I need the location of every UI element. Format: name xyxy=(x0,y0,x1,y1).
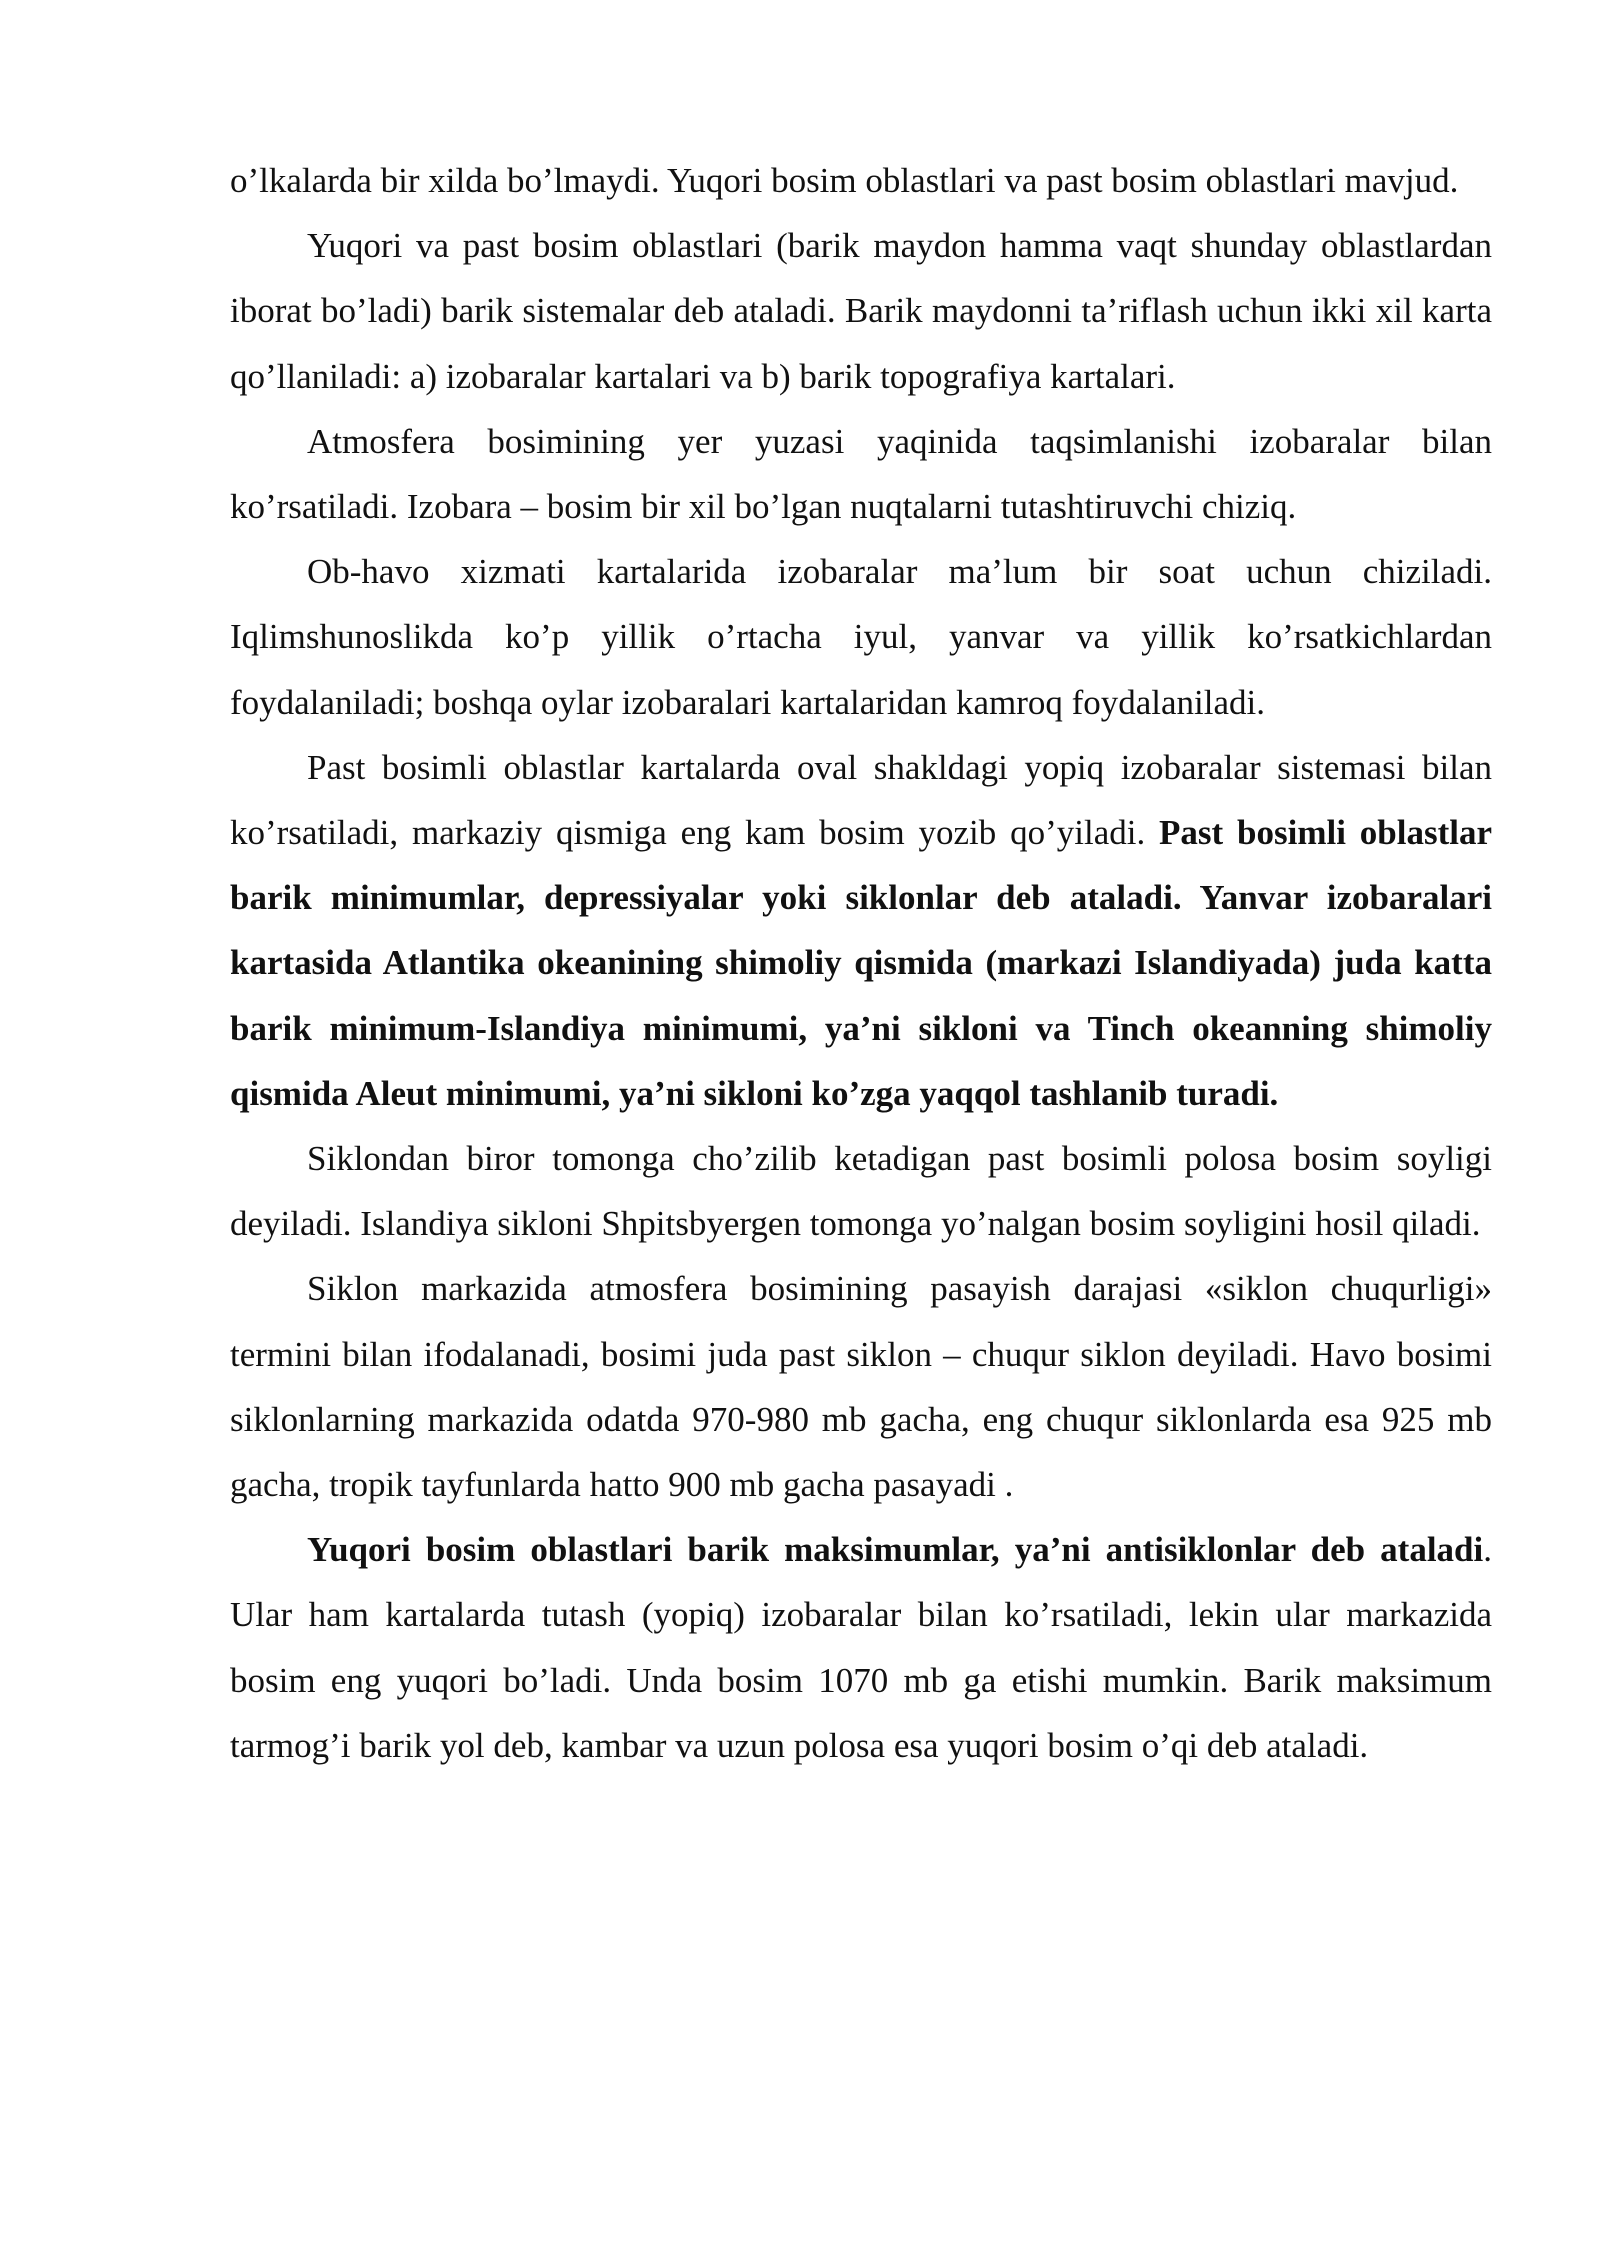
document-page xyxy=(230,148,1492,1778)
paragraph-4-text: Ob-havo xizmati kartalarida izobaralar ma’lum bir soat uchun chiziladi. Iqlimshunoslikda ko’p yillik o’rtacha iyul, yanvar va yillik ko’rsatkichlardan foydalaniladi; boshqa oylar izobaralari kartalaridan kamroq foydalaniladi. xyxy=(230,552,1492,722)
paragraph-8-bold-text: Yuqori bosim oblastlari barik maksimumlar, ya’ni antisiklonlar deb ataladi xyxy=(307,1530,1484,1570)
paragraph-5 xyxy=(230,735,1492,1126)
paragraph-7 xyxy=(230,1256,1492,1517)
paragraph-6-text: Siklondan biror tomonga cho’zilib ketadigan past bosimli polosa bosim soyligi deyiladi. Islandiya sikloni Shpitsbyergen tomonga yo’nalgan bosim soyligini hosil qiladi. xyxy=(230,1139,1492,1244)
paragraph-6 xyxy=(230,1126,1492,1256)
paragraph-5-text: Past bosimli oblastlar kartalarda oval shakldagi yopiq izobaralar sistemasi bilan ko’rsatiladi, markaziy qismiga eng kam bosim yozib qo’yiladi. xyxy=(230,747,1492,853)
paragraph-8 xyxy=(230,1517,1492,1778)
paragraph-2-text: Yuqori va past bosim oblastlari (barik maydon hamma vaqt shunday oblastlardan iborat bo’ladi) barik sistemalar deb ataladi. Barik maydonni ta’riflash uchun ikki xil karta qo’llaniladi: a) izobaralar kartalari va b) barik topografiya kartalari. xyxy=(230,226,1492,396)
paragraph-8-text: . Ular ham kartalarda tutash (yopiq) izobaralar bilan ko’rsatiladi, lekin ular markazida bosim eng yuqori bo’ladi. Unda bosim 1070 mb ga etishi mumkin. Barik maksimum tarmog’i barik yol deb, kambar va uzun polosa esa yuqori bosim o’qi deb ataladi. xyxy=(230,1530,1492,1765)
paragraph-5-bold-text: Past bosimli oblastlar barik minimumlar, depressiyalar yoki siklonlar deb ataladi. Yanvar izobaralari kartasida Atlantika okeanining shimoliy qismida (markazi Islandiyada) juda katta barik minimum-Islandiya minimumi, ya’ni sikloni va Tinch okeanning shimoliy qismida Aleut minimumi, ya’ni sikloni ko’zga yaqqol tashlanib turadi. xyxy=(230,813,1492,1113)
paragraph-3-text: Atmosfera bosimining yer yuzasi yaqinida taqsimlanishi izobaralar bilan ko’rsatiladi. Izobara – bosim bir xil bo’lgan nuqtalarni tutashtiruvchi chiziq. xyxy=(230,421,1492,527)
paragraph-1-text: o’lkalarda bir xilda bo’lmaydi. Yuqori bosim oblastlari va past bosim oblastlari mavjud. xyxy=(230,161,1459,200)
paragraph-2 xyxy=(230,213,1492,409)
paragraph-4 xyxy=(230,539,1492,735)
paragraph-7-text: Siklon markazida atmosfera bosimining pasayish darajasi «siklon chuqurligi» termini bilan ifodalanadi, bosimi juda past siklon – chuqur siklon deyiladi. Havo bosimi siklonlarning markazida odatda 970-980 mb gacha, eng chuqur siklonlarda esa 925 mb gacha, tropik tayfunlarda hatto 900 mb gacha pasayadi . xyxy=(230,1269,1492,1505)
paragraph-1 xyxy=(230,148,1492,213)
paragraph-3 xyxy=(230,409,1492,539)
